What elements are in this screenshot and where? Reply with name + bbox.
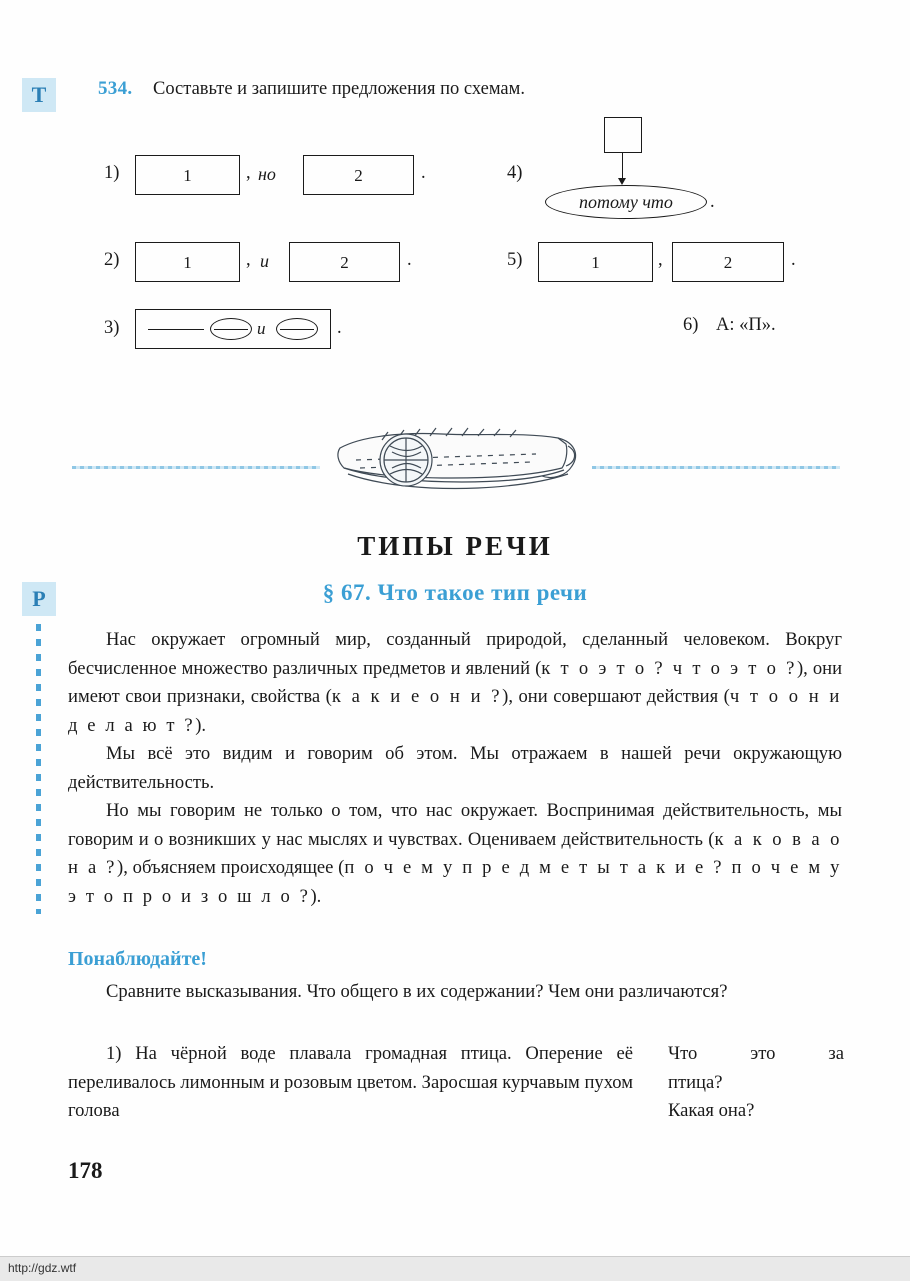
paragraph-1-question-2: к а к и е о н и ?	[331, 686, 503, 707]
scheme-5-label: 5)	[507, 250, 523, 270]
paragraph-1-part-b: ), они имеют свои признаки, свойства (	[68, 657, 843, 707]
paragraph-3-part-a: Но мы говорим не только о том, что нас окружает. Воспринимая действительность, мы говорим и о возникших у нас мыслях и чувствах. Оцениваем действительность (	[68, 800, 842, 850]
page-title: ТИПЫ РЕЧИ	[357, 531, 553, 561]
scheme-6-label: 6)	[683, 315, 699, 335]
paragraph-1-part-d: ).	[195, 714, 207, 736]
sample-question-3: Какая она?	[668, 1100, 755, 1121]
scheme-4-label: 4)	[507, 163, 523, 183]
scheme-3-period: .	[337, 318, 342, 338]
scheme-3-subject-line	[148, 329, 204, 330]
observe-task-text: Сравните высказывания. Что общего в их содержании? Чем они различаются?	[106, 981, 728, 1002]
paragraph-1-question-3: ч т о о н и д е л а ю т ?	[68, 686, 842, 736]
paragraph-3-part-c: ).	[310, 885, 322, 907]
paragraph-2: Мы всё это видим и говорим об этом. Мы отражаем в нашей речи окружающую действительность.	[68, 743, 842, 793]
scheme-1-box-1: 1	[135, 155, 240, 195]
browser-status-bar	[0, 1256, 910, 1281]
paragraph-3-question-1: к а к о в а о н а ?	[68, 828, 842, 878]
paragraph-3-question-2: п о ч е м у п р е д м е т ы т а к и е ? п о ч е м у э т о п р о и з о ш л о ?	[68, 857, 842, 907]
body-text	[68, 626, 842, 911]
scheme-3-conjunction: и	[257, 319, 266, 338]
scheme-5-comma: ,	[658, 250, 663, 270]
sample-question-2: птица?	[668, 1071, 723, 1093]
scheme-2-comma: ,	[246, 250, 251, 270]
scheme-2-period: .	[407, 250, 412, 270]
scroll-ornament-icon	[322, 418, 590, 510]
scheme-4-connector-line	[622, 153, 623, 181]
sample-paragraph	[68, 1040, 633, 1126]
marker-p-icon: Р	[22, 582, 56, 616]
scheme-4-arrow-icon	[618, 178, 626, 185]
marker-t-icon: Т	[22, 78, 56, 112]
scheme-4-period: .	[710, 192, 715, 212]
exercise-number: 534.	[98, 78, 133, 99]
observe-task	[68, 978, 842, 1007]
sample-question-1: Что это за	[668, 1043, 844, 1064]
scheme-1-period: .	[421, 163, 426, 183]
scheme-2-conjunction: и	[260, 251, 269, 271]
scheme-5-box-2: 2	[672, 242, 784, 282]
page-number: 178	[68, 1158, 103, 1183]
sample-number: 1)	[106, 1043, 122, 1064]
paragraph-1-part-c: ), они совершают действия (	[502, 686, 730, 707]
status-bar-url: http://gdz.wtf	[8, 1261, 77, 1275]
paragraph-1	[68, 626, 842, 740]
scheme-1-conjunction: но	[258, 164, 276, 184]
scheme-2-label: 2)	[104, 250, 120, 270]
scheme-3-circle-1	[210, 318, 252, 340]
paragraph-title: § 67. Что такое тип речи	[322, 580, 588, 605]
scheme-3-circle-2	[276, 318, 318, 340]
scheme-2-box-1: 1	[135, 242, 240, 282]
observe-title: Понаблюдайте!	[68, 948, 207, 970]
paragraph-3-part-b: ), объясняем происходящее (	[117, 857, 345, 878]
divider-left	[72, 466, 320, 469]
scheme-3-label: 3)	[104, 318, 120, 338]
sample-text-block	[68, 1040, 633, 1126]
scheme-1-label: 1)	[104, 163, 120, 183]
scheme-4-oval: потому что	[545, 185, 707, 219]
scheme-6-text: А: «П».	[716, 315, 776, 335]
scheme-1-box-2: 2	[303, 155, 414, 195]
sample-questions-block	[668, 1040, 844, 1126]
scheme-2-box-2: 2	[289, 242, 400, 282]
exercise-instruction: Составьте и запишите предложения по схемам.	[153, 79, 525, 99]
paragraph-1-part-a: Нас окружает огромный мир, созданный природой, сделанный человеком. Вокруг бесчисленное множество различных предметов и явлений (	[68, 629, 842, 679]
scheme-1-comma: ,	[246, 163, 251, 183]
divider-right	[592, 466, 840, 469]
scheme-4-top-box	[604, 117, 642, 153]
side-dotted-bar	[36, 624, 41, 914]
scheme-5-period: .	[791, 250, 796, 270]
paragraph-1-question-1: к т о э т о ? ч т о э т о ?	[541, 657, 797, 679]
paragraph-3	[68, 797, 842, 911]
scheme-5-box-1: 1	[538, 242, 653, 282]
sample-body: На чёрной воде плавала громадная птица. Оперение её переливалось лимонным и розовым цветом. Заросшая курчавым пухом голова	[68, 1043, 634, 1121]
